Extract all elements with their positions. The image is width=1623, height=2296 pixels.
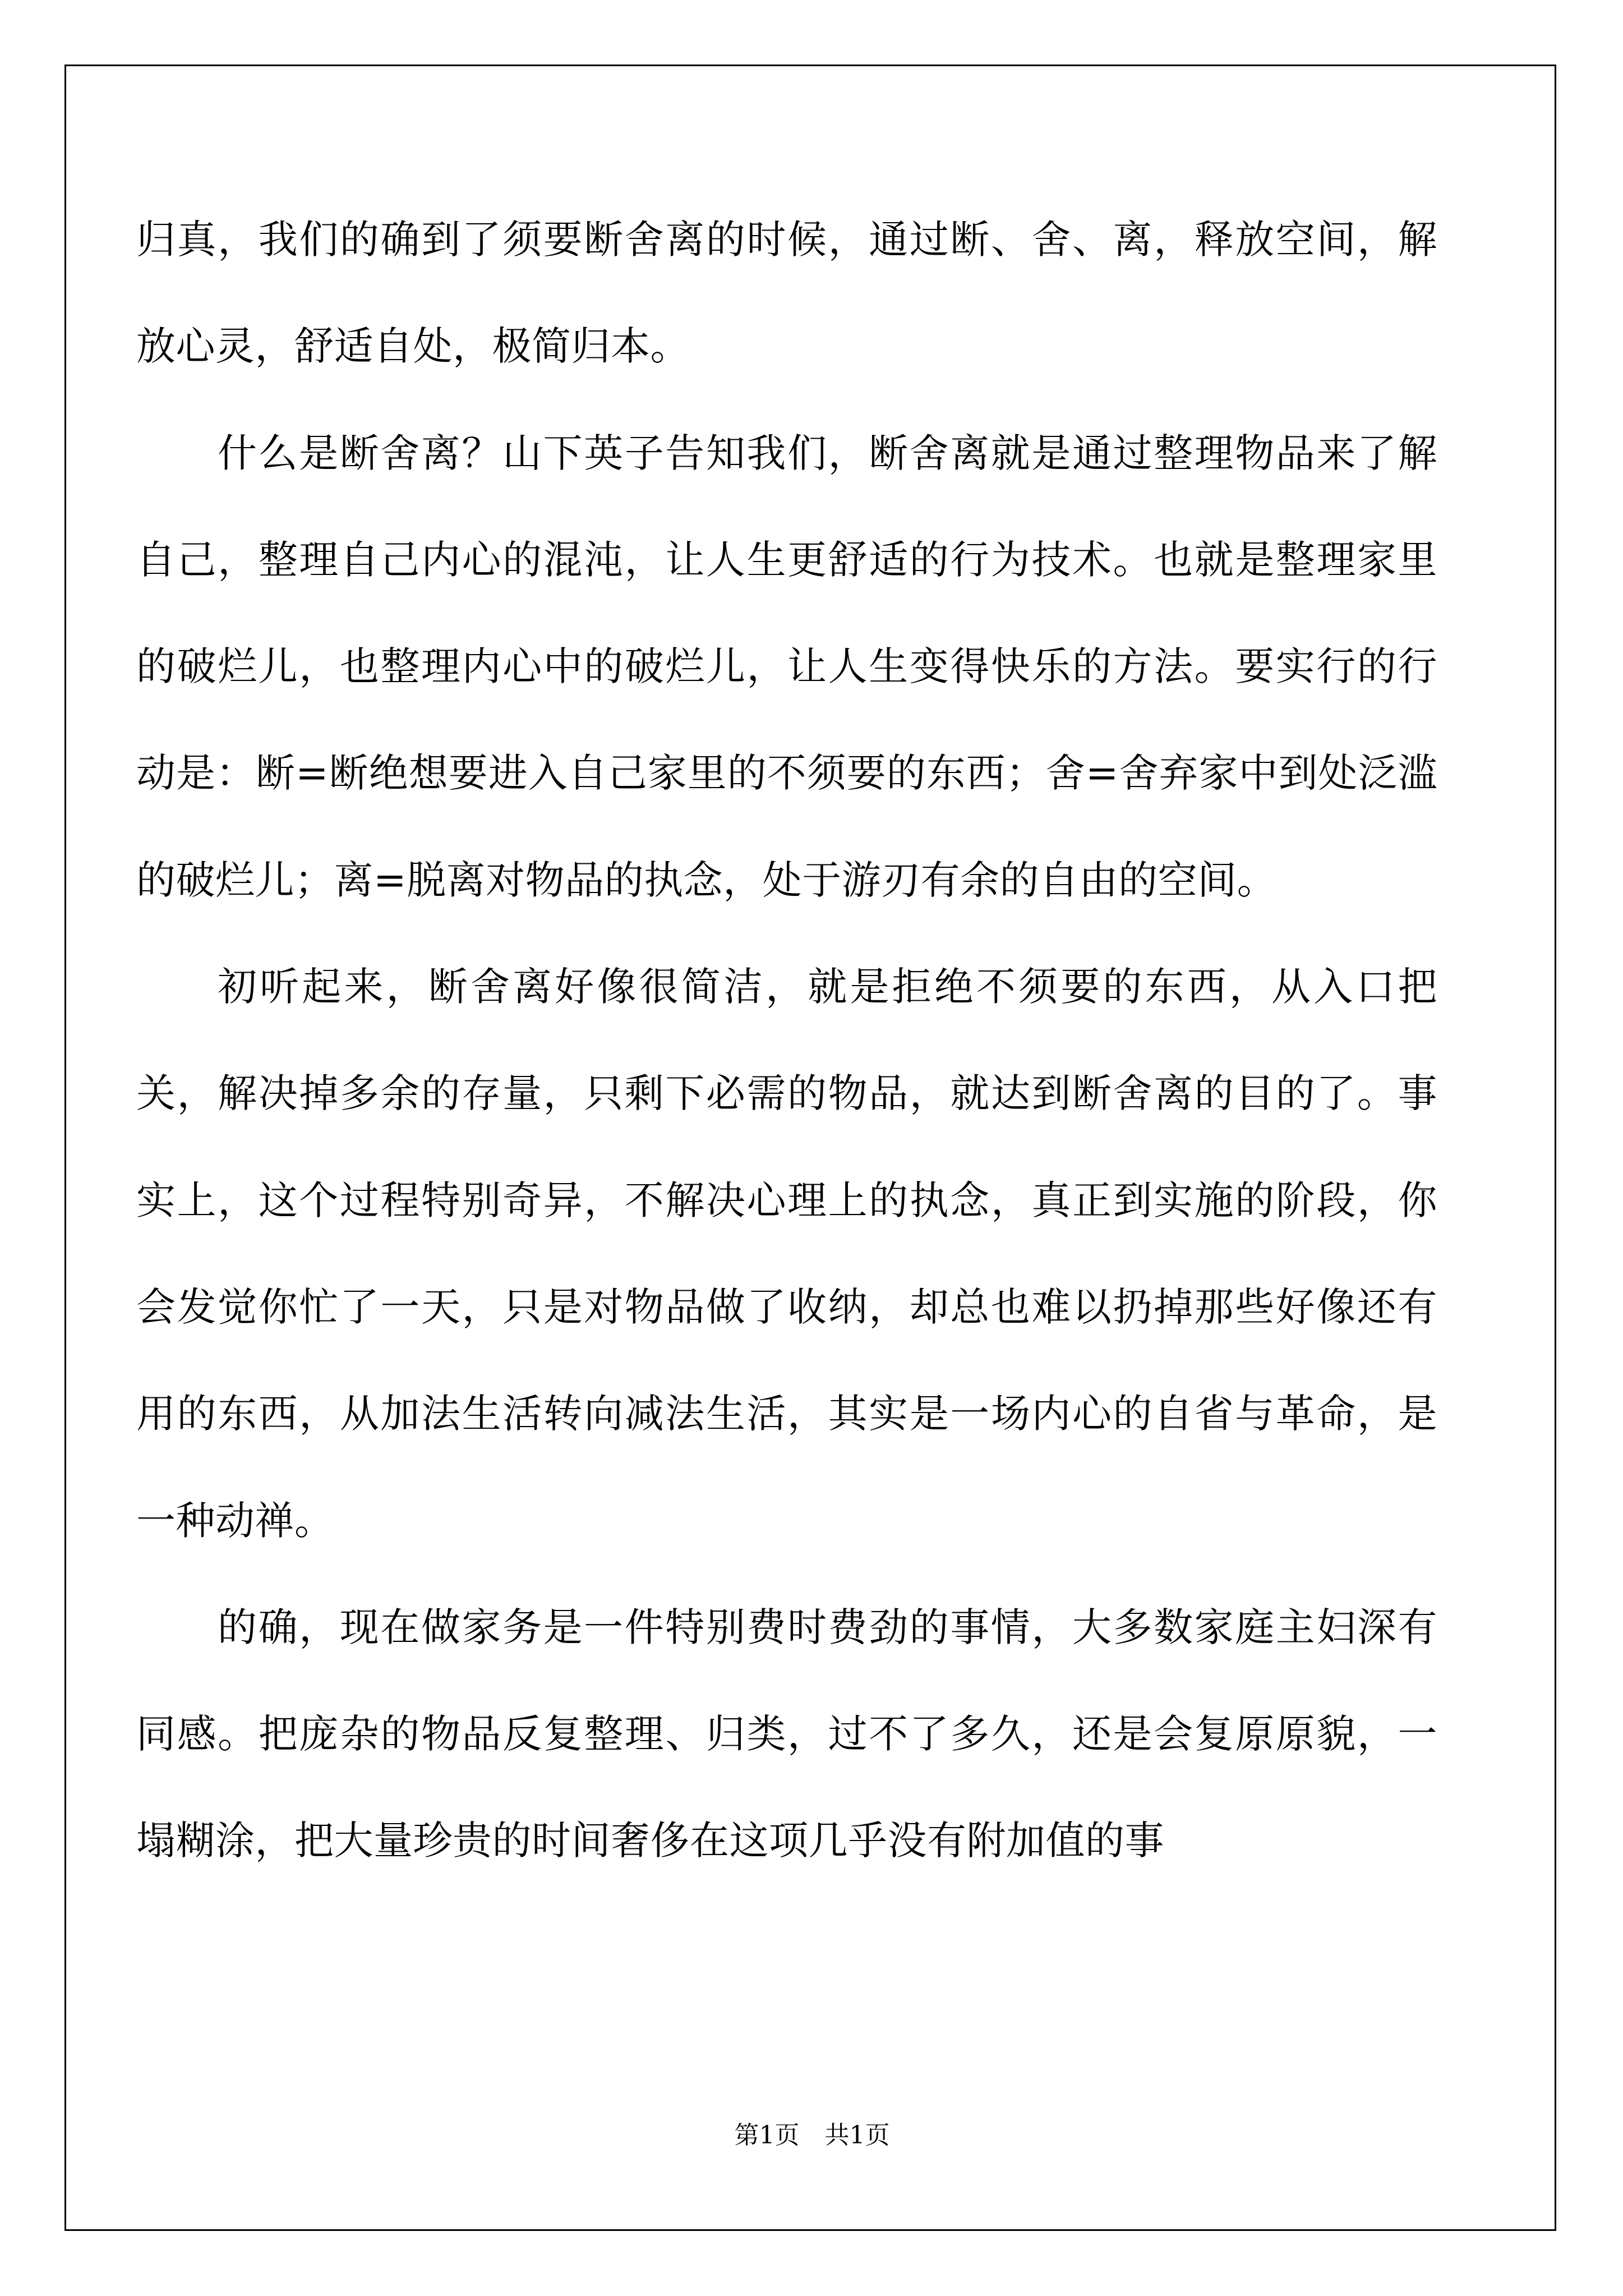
document-body (136, 186, 1437, 1894)
paragraph-1: 归真，我们的确到了须要断舍离的时候，通过断、舍、离，释放空间，解放心灵，舒适自处，极简归本。 (136, 217, 1437, 370)
paragraph-3: 初听起来，断舍离好像很简洁，就是拒绝不须要的东西，从入口把关，解决掉多余的存量，只剩下必需的物品，就达到断舍离的目的了。事实上，这个过程特别奇异，不解决心理上的执念，真正到实施的阶段，你会发觉你忙了一天，只是对物品做了收纳，却总也难以扔掉那些好像还有用的东西，从加法生活转向减法生活，其实是一场内心的自省与革命，是一种动禅。 (136, 964, 1437, 1544)
paragraph-2: 什么是断舍离？山下英子告知我们，断舍离就是通过整理物品来了解自己，整理自己内心的混沌，让人生更舒适的行为技术。也就是整理家里的破烂儿，也整理内心中的破烂儿，让人生变得快乐的方法。要实行的行动是：断=断绝想要进入自己家里的不须要的东西；舍=舍弃家中到处泛滥的破烂儿；离=脱离对物品的执念，处于游刃有余的自由的空间。 (136, 430, 1437, 903)
page-number: 第1页 (734, 2121, 800, 2150)
paragraph-4: 的确，现在做家务是一件特别费时费劲的事情，大多数家庭主妇深有同感。把庞杂的物品反复整理、归类，过不了多久，还是会复原原貌，一塌糊涂，把大量珍贵的时间奢侈在这项几乎没有附加值的事 (136, 1604, 1437, 1864)
page-footer (66, 2115, 1558, 2151)
page-total: 共1页 (824, 2121, 890, 2150)
